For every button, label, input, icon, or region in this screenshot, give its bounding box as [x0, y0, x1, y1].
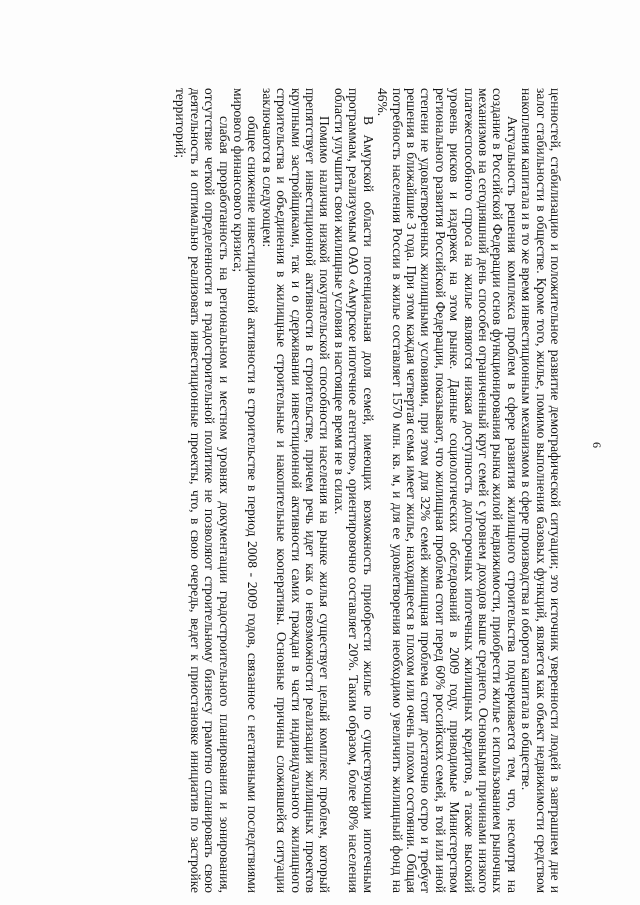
- paragraph-reason-2: слабая проработанность на региональном и местном уровнях документации градостроительного планирования и зонирования, отсутствие четкой определенности в градостроительной политике не позволяют строительному бизнесу грамотно спланировать свою деятельность и оптимально реализовать инвестиционные проекты, что, в свою очередь, ведет к приостановке инициатив по застройке территорий;: [173, 88, 232, 893]
- paragraph-relevance: Актуальность решения комплекса проблем в сфере развития жилищного строительства подчеркивается тем, что, несмотря на создание в Российской Федерации основ функционирования рынка жилой недвижимости, приобрести жилье с использованием рыночных механизмов на сегодняшний день способен ограниченный круг семей с уровнем доходов выше среднего. Основными причинами низкого платежеспособного спроса на жилье являются низкая доступность долгосрочных ипотечных жилищных кредитов, а также высокий уровень рисков и издержек на этом рынке. Данные социологических обследований в 2009 году, приводимые Министерством регионального развития Российской Федерации, показывают, что жилищная проблема стоит перед 60% российских семей, в той или иной степени не удовлетворенных жилищными условиями, при этом для 32% семей жилищная проблема стоит достаточно остро и требует решения в ближайшие 3 года. При этом каждая четвертая семья имеет жилье, находящееся в плохом или очень плохом состоянии. Общая потребность населения России в жилье составляет 1570 млн. кв. м, и для ее удовлетворения необходимо увеличить жилищный фонд на 46%.: [375, 88, 520, 893]
- page-number: 6: [590, 442, 604, 448]
- body-text: [173, 88, 562, 893]
- paragraph-problem-complex: Помимо наличия низкой покупательской способности населения на рынке жилья существует целый комплекс проблем, который препятствует инвестиционной активности в строительстве, причем речь идет как о невозможности реализации жилищных проектов крупными застройщиками, так и о сдерживании инвестиционной активности самих граждан в части индивидуального жилищного строительства и объединения в жилищные строительные и накопительные кооперативы. Основные причины сложившейся ситуации заключаются в следующем:: [259, 88, 333, 893]
- paragraph-amur-region: В Амурской области потенциальная доля семей, имеющих возможность приобрести жилье по существующим ипотечным программам, реализуемым ОАО «Амурское ипотечное агентство», ориентировочно составляет 20%. Таким образом, более 80% населения области улучшить свои жилищные условия в настоящее время не в силах.: [331, 88, 376, 893]
- paragraph-reason-1: общее снижение инвестиционной активности в строительстве в период 2008 - 2009 годов, связанное с негативными последствиями мирового финансового кризиса;: [231, 88, 261, 893]
- paragraph-continuation: ценностей, стабилизацию и положительное развитие демографической ситуации; это источник уверенности людей в завтрашнем дне и залог стабильности в обществе. Кроме того, жилье, помимо выполнения базовых функций, является как объект недвижимости средством накопления капитала и в то же время инвестиционным механизмом в сфере производства и оборота капитала в обществе.: [519, 88, 563, 893]
